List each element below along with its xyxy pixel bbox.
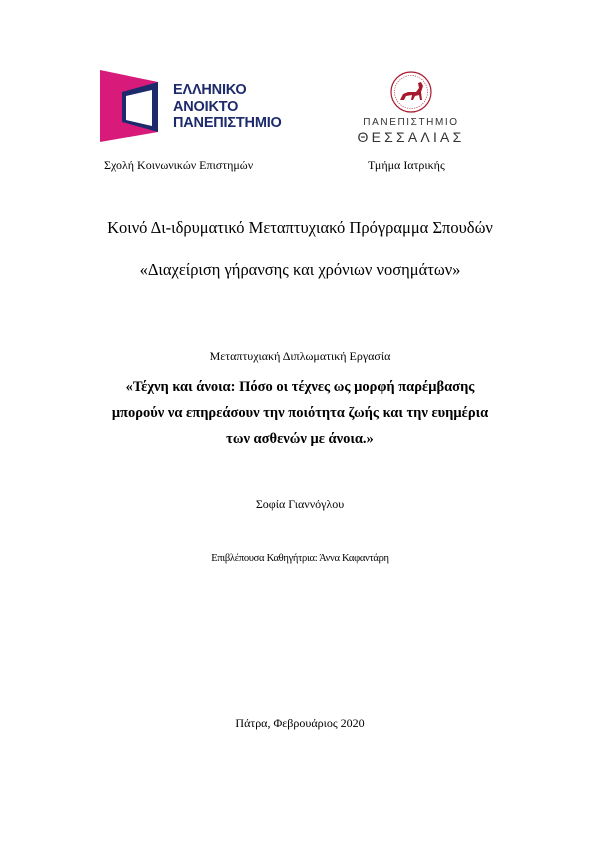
faculty-name: Σχολή Κοινωνικών Επιστημών [104,158,254,172]
eap-logo-line: ΑΝΟΙΚΤΟ [173,98,239,115]
uth-logo-line1: ΠΑΝΕΠΙΣΤΗΜΙΟ [363,117,459,128]
program-subtitle: «Διαχείριση γήρανσης και χρόνιων νοσημάτων» [139,260,461,279]
supervisor: Επιβλέπουσα Καθηγήτρια: Άννα Καφαντάρη [211,553,389,564]
author-name: Σοφία Γιαννόγλου [255,497,345,511]
eap-emblem-icon [100,70,170,142]
uth-logo-text [355,117,467,145]
thesis-title-line: «Τέχνη και άνοια: Πόσο οι τέχνες ως μορφή παρέμβασης [125,379,475,395]
thesis-type: Μεταπτυχιακή Διπλωματική Εργασία [209,349,391,363]
centaur-emblem-icon [389,70,433,114]
eap-logo-line: ΕΛΛΗΝΙΚΟ [173,82,247,98]
uth-logo [355,70,465,144]
thesis-title [0,374,600,452]
department-name: Τμήμα Ιατρικής [368,158,445,172]
place-date: Πάτρα, Φεβρουάριος 2020 [235,716,365,730]
thesis-title-line: των ασθενών με άνοια.» [226,431,374,447]
eap-logo-line: ΠΑΝΕΠΙΣΤΗΜΙΟ [173,115,282,131]
thesis-title-line: μπορούν να επηρεάσουν την ποιότητα ζωής και την ευημέρια [111,405,489,421]
eap-logo [100,70,285,142]
uth-logo-line2: ΘΕΣΣΑΛΙΑΣ [357,129,465,145]
program-title: Κοινό Δι-ιδρυματικό Μεταπτυχιακό Πρόγραμμα Σπουδών [107,218,493,237]
eap-logo-text [173,82,282,132]
